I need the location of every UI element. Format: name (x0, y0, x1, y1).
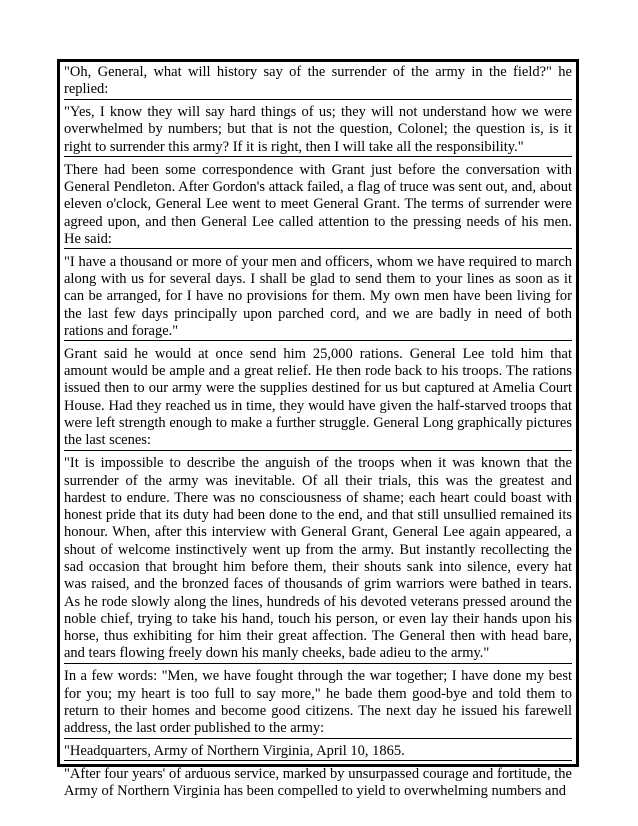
paragraph-8: "Headquarters, Army of Northern Virginia, April 10, 1865. (64, 743, 572, 761)
paragraph-4: "I have a thousand or more of your men and officers, whom we have required to march along with us for several days. I shall be glad to send them to your lines as soon as it can be arranged, for I have no provisions for them. My own men have been living for the last few days principally upon parched cord, and we are badly in need of both rations and forage." (64, 254, 572, 341)
paragraph-5: Grant said he would at once send him 25,000 rations. General Lee told him that amount would be ample and a great relief. He then rode back to his troops. The rations issued then to our army were the supplies destined for us but captured at Amelia Court House. Had they reached us in time, they would have given the half-starved troops that were left strength enough to make a further struggle. General Long graphically pictures the last scenes: (64, 346, 572, 451)
page-text (60, 62, 576, 801)
paragraph-9: "After four years' of arduous service, marked by unsurpassed courage and fortitude, the Army of Northern Virginia has been compelled to yield to overwhelming numbers and (64, 766, 572, 800)
paragraph-6: "It is impossible to describe the anguish of the troops when it was known that the surrender of the army was inevitable. Of all their trials, this was the greatest and hardest to endure. There was no consciousness of shame; each heart could boast with honest pride that its duty had been done to the end, and that still unsullied remained its honour. When, after this interview with General Grant, General Lee again appeared, a shout of welcome instinctively went up from the army. But instantly recollecting the sad occasion that brought him before them, their shouts sank into silence, every hat was raised, and the bronzed faces of thousands of grim warriors were bathed in tears. As he rode slowly along the lines, hundreds of his devoted veterans pressed around the noble chief, trying to take his hand, touch his person, or even lay their hands upon his horse, thus exhibiting for him their great affection. The General then with head bare, and tears flowing freely down his manly cheeks, bade adieu to the army." (64, 455, 572, 664)
paragraph-1: "Oh, General, what will history say of the surrender of the army in the field?" he replied: (64, 64, 572, 100)
paragraph-3: There had been some correspondence with Grant just before the conversation with General Pendleton. After Gordon's attack failed, a flag of truce was sent out, and, about eleven o'clock, General Lee went to meet General Grant. The terms of surrender were agreed upon, and then General Lee called attention to the pressing needs of his men. He said: (64, 162, 572, 249)
paragraph-7: In a few words: "Men, we have fought through the war together; I have done my best for you; my heart is too full to say more," he bade them good-bye and told them to return to their homes and become good citizens. The next day he issued his farewell address, the last order published to the army: (64, 668, 572, 738)
page-frame (57, 59, 579, 800)
paragraph-2: "Yes, I know they will say hard things of us; they will not understand how we were overwhelmed by numbers; but that is not the question, Colonel; the question is, is it right to surrender this army? If it is right, then I will take all the responsibility." (64, 104, 572, 157)
